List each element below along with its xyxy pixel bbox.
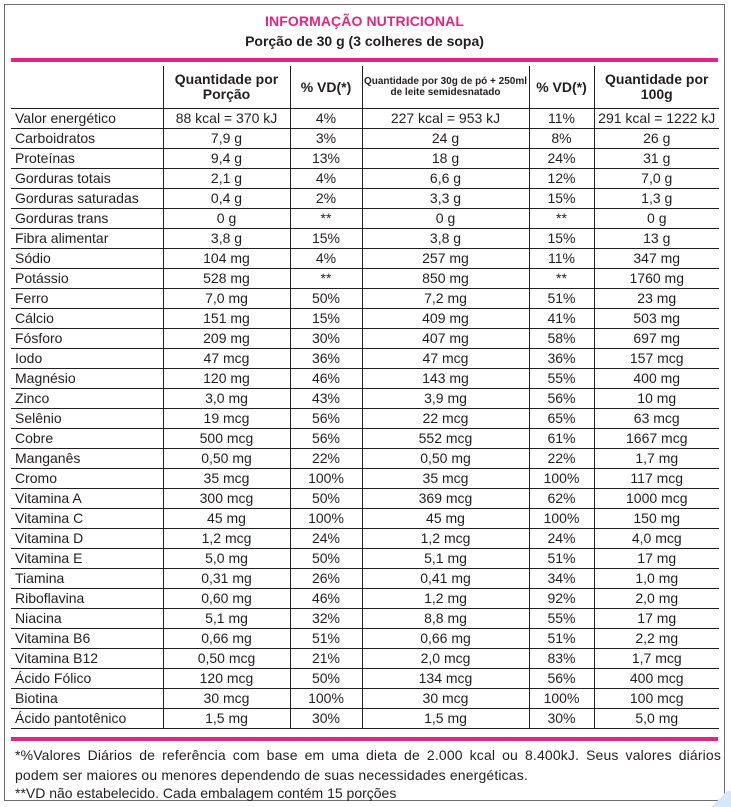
amount-with-milk: 257 mg <box>362 249 529 269</box>
dv-per-serving: 13% <box>290 149 362 169</box>
dv-with-milk: 15% <box>529 189 594 209</box>
dv-with-milk: 100% <box>529 509 594 529</box>
table-row <box>11 109 719 129</box>
nutrient-name: Gorduras saturadas <box>11 189 163 209</box>
amount-per-100g: 157 mcg <box>594 349 719 369</box>
nutrient-name: Cromo <box>11 469 163 489</box>
table-row <box>11 629 719 649</box>
dv-with-milk: 30% <box>529 709 594 729</box>
dv-per-serving: 50% <box>290 289 362 309</box>
dv-with-milk: 24% <box>529 149 594 169</box>
amount-per-100g: 10 mg <box>594 389 719 409</box>
dv-per-serving: 50% <box>290 549 362 569</box>
amount-per-100g: 400 mg <box>594 369 719 389</box>
nutrient-name: Magnésio <box>11 369 163 389</box>
amount-per-serving: 88 kcal = 370 kJ <box>163 109 290 129</box>
nutrient-name: Gorduras trans <box>11 209 163 229</box>
nutrient-name: Gorduras totais <box>11 169 163 189</box>
dv-per-serving: 30% <box>290 709 362 729</box>
amount-per-100g: 1667 mcg <box>594 429 719 449</box>
header-dv-serving: % VD(*) <box>290 66 362 109</box>
dv-with-milk: 100% <box>529 469 594 489</box>
amount-per-serving: 528 mg <box>163 269 290 289</box>
table-row <box>11 249 719 269</box>
nutrient-name: Cobre <box>11 429 163 449</box>
amount-with-milk: 7,2 mg <box>362 289 529 309</box>
dv-per-serving: 26% <box>290 569 362 589</box>
dv-with-milk: 8% <box>529 129 594 149</box>
nutrient-name: Ferro <box>11 289 163 309</box>
amount-per-100g: 1000 mcg <box>594 489 719 509</box>
amount-per-100g: 23 mg <box>594 289 719 309</box>
amount-per-serving: 0,50 mcg <box>163 649 290 669</box>
dv-with-milk: 56% <box>529 389 594 409</box>
dv-with-milk: 55% <box>529 369 594 389</box>
table-row <box>11 449 719 469</box>
amount-with-milk: 18 g <box>362 149 529 169</box>
table-row <box>11 229 719 249</box>
amount-per-100g: 150 mg <box>594 509 719 529</box>
amount-per-serving: 300 mcg <box>163 489 290 509</box>
amount-with-milk: 47 mcg <box>362 349 529 369</box>
table-row <box>11 189 719 209</box>
amount-per-serving: 209 mg <box>163 329 290 349</box>
amount-per-serving: 120 mcg <box>163 669 290 689</box>
nutrient-name: Riboflavina <box>11 589 163 609</box>
amount-per-100g: 2,2 mg <box>594 629 719 649</box>
amount-per-serving: 35 mcg <box>163 469 290 489</box>
nutrient-name: Valor energético <box>11 109 163 129</box>
table-row <box>11 209 719 229</box>
footnote-daily-values: *%Valores Diários de referência com base em uma dieta de 2.000 kcal ou 8.400kJ. Seus valores diários podem ser maiores ou menores dependendo de suas necessidades energéticas. <box>15 747 721 783</box>
panel-title: INFORMAÇÃO NUTRICIONAL <box>265 13 464 29</box>
amount-with-milk: 407 mg <box>362 329 529 349</box>
table-row <box>11 409 719 429</box>
amount-with-milk: 0,66 mg <box>362 629 529 649</box>
dv-per-serving: 51% <box>290 629 362 649</box>
table-row <box>11 709 719 729</box>
nutrient-name: Vitamina A <box>11 489 163 509</box>
dv-per-serving: 30% <box>290 329 362 349</box>
amount-per-serving: 0,50 mg <box>163 449 290 469</box>
nutrient-name: Tiamina <box>11 569 163 589</box>
header-nutrient <box>11 66 163 109</box>
amount-per-100g: 503 mg <box>594 309 719 329</box>
table-row <box>11 349 719 369</box>
amount-per-100g: 2,0 mg <box>594 589 719 609</box>
amount-with-milk: 134 mcg <box>362 669 529 689</box>
dv-per-serving: 100% <box>290 469 362 489</box>
amount-with-milk: 24 g <box>362 129 529 149</box>
amount-with-milk: 30 mcg <box>362 689 529 709</box>
amount-with-milk: 5,1 mg <box>362 549 529 569</box>
amount-per-serving: 1,2 mcg <box>163 529 290 549</box>
amount-per-100g: 63 mcg <box>594 409 719 429</box>
table-row <box>11 329 719 349</box>
amount-per-serving: 0,66 mg <box>163 629 290 649</box>
dv-per-serving: 100% <box>290 509 362 529</box>
amount-per-serving: 7,9 g <box>163 129 290 149</box>
table-row <box>11 289 719 309</box>
amount-with-milk: 0,41 mg <box>362 569 529 589</box>
amount-per-serving: 3,8 g <box>163 229 290 249</box>
dv-per-serving: 32% <box>290 609 362 629</box>
dv-with-milk: 92% <box>529 589 594 609</box>
dv-with-milk: 51% <box>529 549 594 569</box>
dv-with-milk: 56% <box>529 669 594 689</box>
amount-with-milk: 1,2 mg <box>362 589 529 609</box>
dv-with-milk: 62% <box>529 489 594 509</box>
amount-per-serving: 500 mcg <box>163 429 290 449</box>
amount-with-milk: 0,50 mg <box>362 449 529 469</box>
dv-per-serving: ** <box>290 209 362 229</box>
table-row <box>11 669 719 689</box>
nutrition-table <box>11 66 719 729</box>
table-header-row <box>11 66 719 109</box>
nutrient-name: Ácido pantotênico <box>11 709 163 729</box>
table-row <box>11 469 719 489</box>
table-row <box>11 369 719 389</box>
table-row <box>11 149 719 169</box>
amount-per-serving: 30 mcg <box>163 689 290 709</box>
dv-per-serving: 56% <box>290 429 362 449</box>
dv-with-milk: 58% <box>529 329 594 349</box>
dv-with-milk: 11% <box>529 249 594 269</box>
dv-per-serving: 50% <box>290 669 362 689</box>
amount-with-milk: 35 mcg <box>362 469 529 489</box>
amount-per-100g: 1,7 mcg <box>594 649 719 669</box>
dv-with-milk: 83% <box>529 649 594 669</box>
nutrient-name: Vitamina B6 <box>11 629 163 649</box>
amount-per-serving: 0 g <box>163 209 290 229</box>
amount-per-serving: 5,1 mg <box>163 609 290 629</box>
amount-per-serving: 1,5 mg <box>163 709 290 729</box>
amount-with-milk: 0 g <box>362 209 529 229</box>
dv-per-serving: 4% <box>290 169 362 189</box>
nutrient-name: Vitamina B12 <box>11 649 163 669</box>
amount-per-100g: 100 mcg <box>594 689 719 709</box>
table-row <box>11 689 719 709</box>
header-per-serving: Quantidade por Porção <box>163 66 290 109</box>
nutrient-name: Niacina <box>11 609 163 629</box>
amount-per-100g: 17 mg <box>594 609 719 629</box>
dv-with-milk: 36% <box>529 349 594 369</box>
nutrient-name: Fósforo <box>11 329 163 349</box>
dv-with-milk: 51% <box>529 629 594 649</box>
amount-per-100g: 117 mcg <box>594 469 719 489</box>
dv-per-serving: 21% <box>290 649 362 669</box>
nutrient-name: Vitamina C <box>11 509 163 529</box>
dv-per-serving: 15% <box>290 229 362 249</box>
dv-with-milk: ** <box>529 269 594 289</box>
table-row <box>11 589 719 609</box>
table-row <box>11 609 719 629</box>
dv-per-serving: 46% <box>290 369 362 389</box>
dv-per-serving: 50% <box>290 489 362 509</box>
dv-with-milk: 15% <box>529 229 594 249</box>
dv-per-serving: 36% <box>290 349 362 369</box>
dv-per-serving: 4% <box>290 109 362 129</box>
amount-with-milk: 1,2 mcg <box>362 529 529 549</box>
amount-per-serving: 2,1 g <box>163 169 290 189</box>
amount-per-100g: 0 g <box>594 209 719 229</box>
table-row <box>11 569 719 589</box>
nutrition-facts-panel <box>4 4 725 801</box>
amount-with-milk: 3,8 g <box>362 229 529 249</box>
amount-per-100g: 1,0 mg <box>594 569 719 589</box>
amount-with-milk: 3,3 g <box>362 189 529 209</box>
dv-per-serving: ** <box>290 269 362 289</box>
nutrient-name: Fibra alimentar <box>11 229 163 249</box>
nutrient-name: Manganês <box>11 449 163 469</box>
nutrient-name: Selênio <box>11 409 163 429</box>
top-accent-bar <box>11 58 718 62</box>
amount-with-milk: 22 mcg <box>362 409 529 429</box>
footnote-not-established: **VD não estabelecido. Cada embalagem contém 15 porções <box>15 785 397 801</box>
dv-per-serving: 4% <box>290 249 362 269</box>
dv-with-milk: 41% <box>529 309 594 329</box>
dv-with-milk: 24% <box>529 529 594 549</box>
amount-with-milk: 1,5 mg <box>362 709 529 729</box>
amount-with-milk: 409 mg <box>362 309 529 329</box>
dv-with-milk: 22% <box>529 449 594 469</box>
amount-per-serving: 0,4 g <box>163 189 290 209</box>
table-row <box>11 649 719 669</box>
amount-per-100g: 1760 mg <box>594 269 719 289</box>
dv-with-milk: ** <box>529 209 594 229</box>
table-row <box>11 529 719 549</box>
table-row <box>11 429 719 449</box>
table-row <box>11 309 719 329</box>
nutrient-name: Cálcio <box>11 309 163 329</box>
table-row <box>11 269 719 289</box>
amount-per-serving: 151 mg <box>163 309 290 329</box>
amount-per-serving: 19 mcg <box>163 409 290 429</box>
serving-size: Porção de 30 g (3 colheres de sopa) <box>245 33 484 49</box>
amount-with-milk: 552 mcg <box>362 429 529 449</box>
dv-per-serving: 100% <box>290 689 362 709</box>
amount-per-100g: 4,0 mcg <box>594 529 719 549</box>
dv-per-serving: 15% <box>290 309 362 329</box>
table-row <box>11 549 719 569</box>
header-per-100g: Quantidade por 100g <box>594 66 719 109</box>
nutrient-name: Proteínas <box>11 149 163 169</box>
amount-with-milk: 45 mg <box>362 509 529 529</box>
amount-per-100g: 31 g <box>594 149 719 169</box>
amount-per-100g: 697 mg <box>594 329 719 349</box>
nutrient-name: Biotina <box>11 689 163 709</box>
amount-per-serving: 120 mg <box>163 369 290 389</box>
table-row <box>11 489 719 509</box>
dv-with-milk: 65% <box>529 409 594 429</box>
amount-with-milk: 227 kcal = 953 kJ <box>362 109 529 129</box>
dv-with-milk: 12% <box>529 169 594 189</box>
amount-per-100g: 26 g <box>594 129 719 149</box>
amount-with-milk: 6,6 g <box>362 169 529 189</box>
dv-with-milk: 11% <box>529 109 594 129</box>
amount-per-100g: 1,3 g <box>594 189 719 209</box>
amount-per-serving: 5,0 mg <box>163 549 290 569</box>
nutrient-name: Zinco <box>11 389 163 409</box>
amount-per-serving: 3,0 mg <box>163 389 290 409</box>
amount-per-100g: 291 kcal = 1222 kJ <box>594 109 719 129</box>
dv-with-milk: 100% <box>529 689 594 709</box>
amount-with-milk: 3,9 mg <box>362 389 529 409</box>
amount-per-100g: 7,0 g <box>594 169 719 189</box>
amount-with-milk: 850 mg <box>362 269 529 289</box>
table-row <box>11 509 719 529</box>
amount-per-serving: 0,31 mg <box>163 569 290 589</box>
amount-with-milk: 8,8 mg <box>362 609 529 629</box>
nutrient-name: Carboidratos <box>11 129 163 149</box>
dv-with-milk: 55% <box>529 609 594 629</box>
amount-per-100g: 347 mg <box>594 249 719 269</box>
corner-decoration <box>707 791 731 807</box>
amount-per-100g: 17 mg <box>594 549 719 569</box>
amount-per-100g: 400 mcg <box>594 669 719 689</box>
dv-per-serving: 24% <box>290 529 362 549</box>
amount-per-100g: 1,7 mg <box>594 449 719 469</box>
amount-per-100g: 5,0 mg <box>594 709 719 729</box>
header-dv-milk: % VD(*) <box>529 66 594 109</box>
amount-per-serving: 45 mg <box>163 509 290 529</box>
amount-with-milk: 143 mg <box>362 369 529 389</box>
dv-per-serving: 22% <box>290 449 362 469</box>
dv-with-milk: 61% <box>529 429 594 449</box>
amount-per-serving: 7,0 mg <box>163 289 290 309</box>
dv-with-milk: 34% <box>529 569 594 589</box>
dv-per-serving: 46% <box>290 589 362 609</box>
table-row <box>11 129 719 149</box>
bottom-accent-bar <box>11 737 718 741</box>
amount-with-milk: 369 mcg <box>362 489 529 509</box>
table-row <box>11 389 719 409</box>
amount-per-serving: 104 mg <box>163 249 290 269</box>
amount-per-serving: 9,4 g <box>163 149 290 169</box>
dv-per-serving: 43% <box>290 389 362 409</box>
nutrition-table-body <box>11 109 719 729</box>
dv-per-serving: 2% <box>290 189 362 209</box>
nutrient-name: Vitamina E <box>11 549 163 569</box>
nutrient-name: Iodo <box>11 349 163 369</box>
amount-per-serving: 47 mcg <box>163 349 290 369</box>
nutrient-name: Ácido Fólico <box>11 669 163 689</box>
dv-per-serving: 56% <box>290 409 362 429</box>
amount-per-serving: 0,60 mg <box>163 589 290 609</box>
amount-per-100g: 13 g <box>594 229 719 249</box>
dv-with-milk: 51% <box>529 289 594 309</box>
dv-per-serving: 3% <box>290 129 362 149</box>
amount-with-milk: 2,0 mcg <box>362 649 529 669</box>
table-row <box>11 169 719 189</box>
header-with-milk: Quantidade por 30g de pó + 250ml de leite semidesnatado <box>362 66 529 109</box>
nutrient-name: Sódio <box>11 249 163 269</box>
nutrient-name: Potássio <box>11 269 163 289</box>
nutrient-name: Vitamina D <box>11 529 163 549</box>
